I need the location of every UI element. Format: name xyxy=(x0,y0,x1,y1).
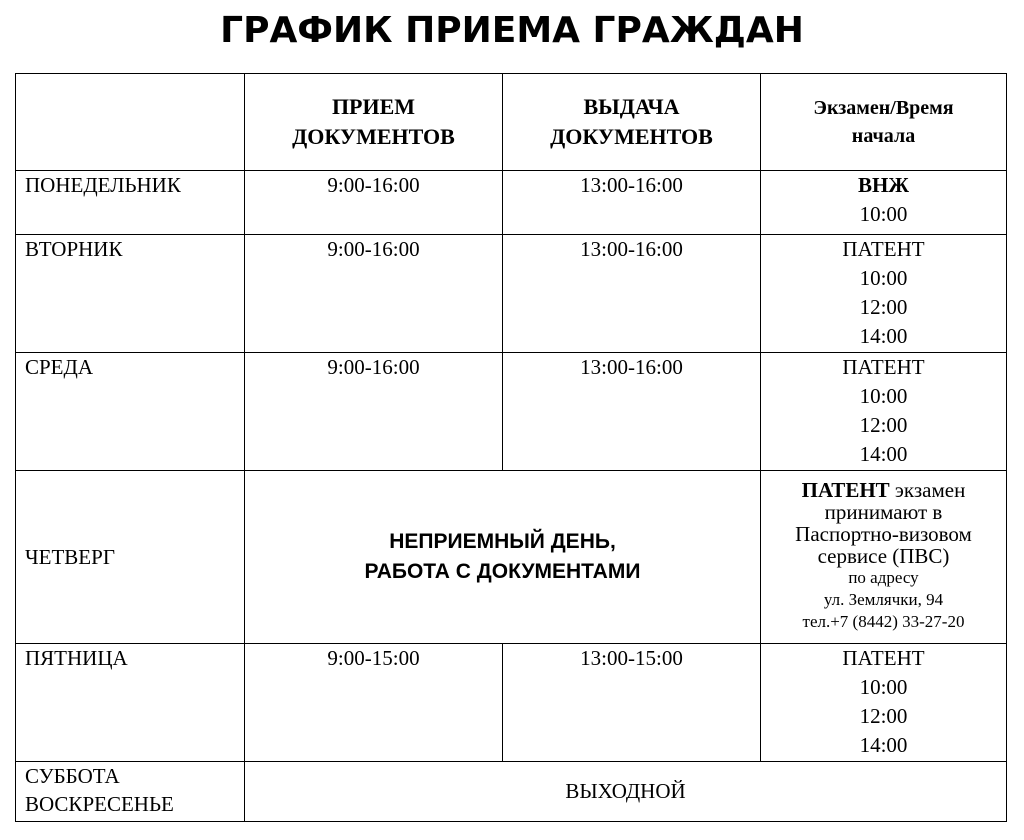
header-empty-cell xyxy=(16,74,245,171)
weekend-status: ВЫХОДНОЙ xyxy=(245,762,1007,822)
schedule-table xyxy=(15,73,1007,822)
header-row xyxy=(16,74,1007,171)
address-line: по адресу xyxy=(848,568,919,587)
exam-type: ПАТЕНТ xyxy=(842,355,925,379)
exam-type: ВНЖ xyxy=(857,173,910,197)
exam-line: Паспортно-визовом xyxy=(795,522,972,546)
day-sunday: ВОСКРЕСЕНЬЕ xyxy=(25,792,174,816)
header-intake xyxy=(245,74,503,171)
header-issue-line2: ДОКУМЕНТОВ xyxy=(550,124,713,149)
issue-cell: 13:00-16:00 xyxy=(503,171,761,235)
day-saturday: СУББОТА xyxy=(25,764,120,788)
exam-word: экзамен xyxy=(889,478,966,502)
day-cell: ВТОРНИК xyxy=(16,235,245,353)
issue-cell: 13:00-16:00 xyxy=(503,353,761,471)
exam-cell xyxy=(761,471,1007,644)
exam-type: ПАТЕНТ xyxy=(842,646,925,670)
address-line: ул. Землячки, 94 xyxy=(823,590,944,609)
phone-line: тел.+7 (8442) 33-27-20 xyxy=(802,612,965,631)
intake-cell: 9:00-15:00 xyxy=(245,644,503,762)
nonwork-line2: РАБОТА С ДОКУМЕНТАМИ xyxy=(364,560,641,583)
exam-cell xyxy=(761,171,1007,235)
exam-time: 14:00 xyxy=(859,733,908,757)
day-cell: ПОНЕДЕЛЬНИК xyxy=(16,171,245,235)
header-exam-line1: Экзамен/Время xyxy=(813,97,954,119)
exam-time: 10:00 xyxy=(859,675,908,699)
day-cell: ЧЕТВЕРГ xyxy=(16,471,245,644)
exam-time: 10:00 xyxy=(859,384,908,408)
day-cell xyxy=(16,762,245,822)
intake-cell: 9:00-16:00 xyxy=(245,235,503,353)
issue-cell: 13:00-16:00 xyxy=(503,235,761,353)
issue-cell: 13:00-15:00 xyxy=(503,644,761,762)
header-intake-line2: ДОКУМЕНТОВ xyxy=(292,124,455,149)
exam-time: 12:00 xyxy=(859,704,908,728)
nonwork-cell xyxy=(245,471,761,644)
nonwork-line1: НЕПРИЕМНЫЙ ДЕНЬ, xyxy=(389,530,616,553)
exam-type: ПАТЕНТ xyxy=(842,237,925,261)
exam-line: принимают в xyxy=(824,500,943,524)
exam-time: 12:00 xyxy=(859,413,908,437)
exam-time: 12:00 xyxy=(859,295,908,319)
exam-line: сервисе (ПВС) xyxy=(817,544,950,568)
header-intake-line1: ПРИЕМ xyxy=(331,94,416,119)
row-weekend xyxy=(16,762,1007,822)
row-thursday xyxy=(16,471,1007,644)
row-monday xyxy=(16,171,1007,235)
exam-time: 10:00 xyxy=(859,266,908,290)
row-tuesday xyxy=(16,235,1007,353)
exam-type: ПАТЕНТ xyxy=(801,478,890,502)
row-wednesday xyxy=(16,353,1007,471)
exam-time: 14:00 xyxy=(859,442,908,466)
exam-cell xyxy=(761,235,1007,353)
intake-cell: 9:00-16:00 xyxy=(245,171,503,235)
day-cell: СРЕДА xyxy=(16,353,245,471)
intake-cell: 9:00-16:00 xyxy=(245,353,503,471)
day-cell: ПЯТНИЦА xyxy=(16,644,245,762)
exam-heading xyxy=(761,479,1006,501)
exam-time: 14:00 xyxy=(859,324,908,348)
header-issue xyxy=(503,74,761,171)
exam-cell xyxy=(761,644,1007,762)
header-exam-line2: начала xyxy=(851,125,916,147)
header-exam xyxy=(761,74,1007,171)
exam-cell xyxy=(761,353,1007,471)
row-friday xyxy=(16,644,1007,762)
page-title: ГРАФИК ПРИЕМА ГРАЖДАН xyxy=(220,10,804,51)
header-issue-line1: ВЫДАЧА xyxy=(583,94,680,119)
exam-time: 10:00 xyxy=(859,202,908,226)
